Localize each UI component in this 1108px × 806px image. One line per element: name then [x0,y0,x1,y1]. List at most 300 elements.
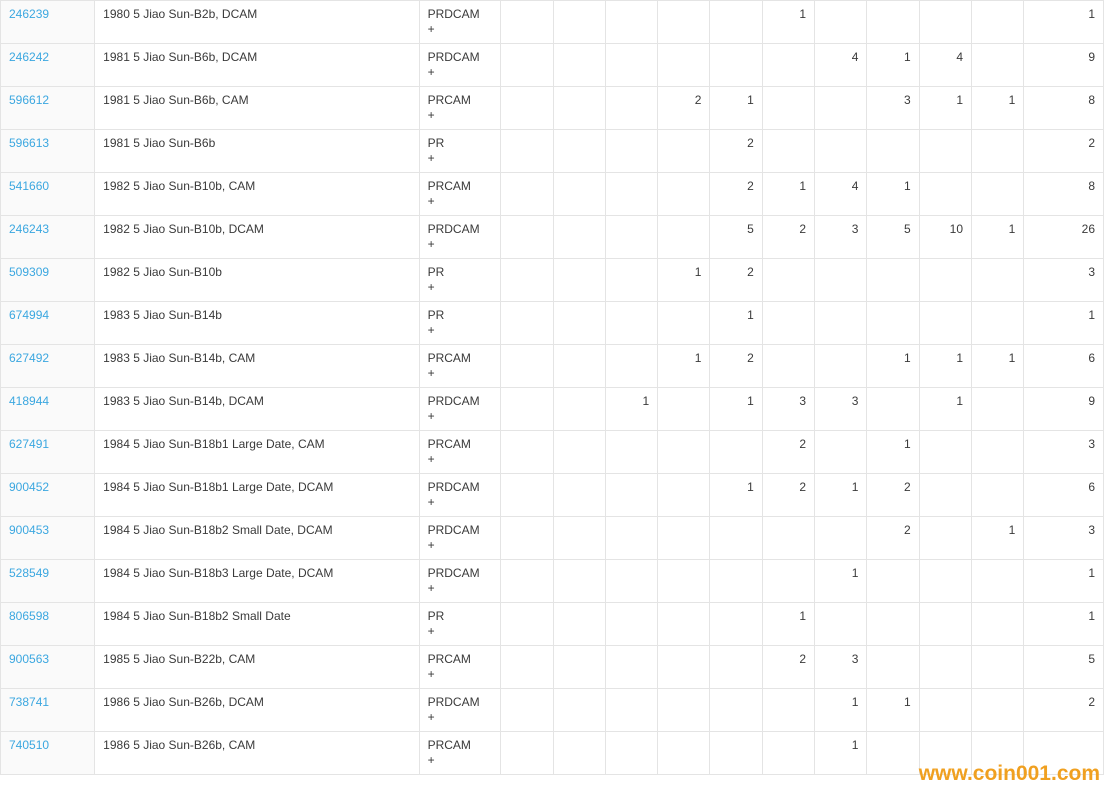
cell-count [553,130,605,173]
cell-count [762,517,814,560]
cell-count [762,689,814,732]
cell-description: 1983 5 Jiao Sun-B14b, CAM [95,345,419,388]
cell-coin-id[interactable] [1,474,95,517]
cell-count [658,517,710,560]
table-row [1,732,1104,775]
cell-count [605,130,657,173]
cell-grade [419,689,501,732]
cell-grade [419,474,501,517]
cell-count [553,646,605,689]
grade-label: PR [427,609,445,623]
cell-count: 1 [867,44,919,87]
grade-plus: + [427,409,435,423]
cell-grade [419,732,501,775]
cell-count [972,388,1024,431]
cell-description: 1984 5 Jiao Sun-B18b1 Large Date, CAM [95,431,419,474]
cell-count [501,732,553,775]
cell-count [605,474,657,517]
cell-grade [419,431,501,474]
cell-count [815,1,867,44]
cell-total: 5 [1024,646,1104,689]
cell-grade [419,603,501,646]
cell-grade [419,130,501,173]
cell-count [919,646,971,689]
cell-count [867,560,919,603]
coin-id-link[interactable]: 596612 [9,93,50,107]
cell-count [501,388,553,431]
grade-label: PRDCAM [427,222,480,236]
cell-count [867,130,919,173]
coin-id-link[interactable]: 627492 [9,351,50,365]
cell-count [762,345,814,388]
cell-count: 1 [867,345,919,388]
cell-total: 8 [1024,173,1104,216]
grade-label: PRDCAM [427,523,480,537]
cell-count: 2 [710,345,762,388]
cell-count [815,130,867,173]
cell-description: 1983 5 Jiao Sun-B14b [95,302,419,345]
cell-count [710,646,762,689]
cell-count [501,345,553,388]
cell-coin-id[interactable] [1,345,95,388]
cell-coin-id[interactable] [1,130,95,173]
cell-count [972,689,1024,732]
cell-grade [419,517,501,560]
grade-plus: + [427,581,435,595]
grade-label: PRCAM [427,93,471,107]
cell-description: 1984 5 Jiao Sun-B18b3 Large Date, DCAM [95,560,419,603]
cell-count [919,732,971,775]
table-row [1,517,1104,560]
cell-total: 6 [1024,474,1104,517]
grade-plus: + [427,323,435,337]
cell-count [605,732,657,775]
cell-count [972,130,1024,173]
grade-label: PRDCAM [427,566,480,580]
cell-count [501,560,553,603]
grade-label: PRDCAM [427,480,480,494]
cell-description: 1983 5 Jiao Sun-B14b, DCAM [95,388,419,431]
cell-count: 1 [762,173,814,216]
cell-count [658,560,710,603]
coin-id-link[interactable]: 900563 [9,652,50,666]
coin-id-link[interactable]: 596613 [9,136,50,150]
cell-count [605,689,657,732]
cell-count [972,302,1024,345]
cell-count: 3 [815,388,867,431]
grade-plus: + [427,22,435,36]
grade-label: PRDCAM [427,7,480,21]
cell-description: 1984 5 Jiao Sun-B18b1 Large Date, DCAM [95,474,419,517]
cell-count: 1 [815,560,867,603]
grade-label: PR [427,136,445,150]
table-row [1,1,1104,44]
cell-description: 1985 5 Jiao Sun-B22b, CAM [95,646,419,689]
cell-grade [419,345,501,388]
coin-id-link[interactable]: 738741 [9,695,50,709]
grade-plus: + [427,108,435,122]
table-row [1,302,1104,345]
cell-count [501,44,553,87]
cell-count [972,44,1024,87]
table-body [1,1,1104,775]
cell-total: 1 [1024,560,1104,603]
cell-count: 2 [710,259,762,302]
cell-count [605,431,657,474]
cell-description: 1980 5 Jiao Sun-B2b, DCAM [95,1,419,44]
cell-count: 10 [919,216,971,259]
cell-grade [419,87,501,130]
cell-count [762,87,814,130]
cell-count [553,388,605,431]
cell-count: 2 [762,431,814,474]
cell-count [919,689,971,732]
cell-count [815,603,867,646]
cell-total [1024,732,1104,775]
cell-count [762,302,814,345]
cell-total: 6 [1024,345,1104,388]
cell-count [919,560,971,603]
cell-count: 1 [972,87,1024,130]
site-watermark: www.coin001.com [918,762,1100,785]
cell-count [658,603,710,646]
cell-count [867,646,919,689]
cell-count [553,689,605,732]
cell-grade [419,216,501,259]
cell-count [658,431,710,474]
cell-count [867,259,919,302]
cell-count: 5 [710,216,762,259]
cell-count [501,474,553,517]
grade-label: PRDCAM [427,394,480,408]
cell-count [972,732,1024,775]
cell-count [919,130,971,173]
grade-label: PRCAM [427,437,471,451]
cell-count [553,302,605,345]
grade-plus: + [427,538,435,552]
cell-coin-id[interactable] [1,1,95,44]
cell-count [658,302,710,345]
cell-count [605,1,657,44]
grade-plus: + [427,237,435,251]
cell-count [605,517,657,560]
cell-count: 3 [867,87,919,130]
cell-grade [419,173,501,216]
table-row [1,431,1104,474]
cell-count: 1 [658,345,710,388]
cell-count [919,302,971,345]
cell-count [605,44,657,87]
grade-plus: + [427,366,435,380]
cell-description: 1984 5 Jiao Sun-B18b2 Small Date [95,603,419,646]
cell-count [919,173,971,216]
table-row [1,259,1104,302]
cell-description: 1984 5 Jiao Sun-B18b2 Small Date, DCAM [95,517,419,560]
cell-count: 2 [710,130,762,173]
cell-count [501,173,553,216]
grade-label: PR [427,308,445,322]
grade-label: PRCAM [427,351,471,365]
coin-id-link[interactable]: 509309 [9,265,50,279]
table-row [1,560,1104,603]
cell-count [605,173,657,216]
cell-count: 1 [710,388,762,431]
grade-label: PRDCAM [427,50,480,64]
cell-count [553,1,605,44]
cell-count [815,259,867,302]
cell-count [553,216,605,259]
cell-count: 1 [867,431,919,474]
cell-count: 1 [972,517,1024,560]
cell-total: 9 [1024,388,1104,431]
cell-total: 3 [1024,517,1104,560]
cell-count [501,517,553,560]
cell-count [815,431,867,474]
cell-total: 8 [1024,87,1104,130]
cell-count [972,431,1024,474]
table-row [1,216,1104,259]
cell-count [867,732,919,775]
cell-count: 4 [815,173,867,216]
coin-id-link[interactable]: 418944 [9,394,50,408]
cell-count [501,130,553,173]
table-row [1,388,1104,431]
grade-plus: + [427,624,435,638]
cell-count [605,345,657,388]
cell-count [972,646,1024,689]
cell-count [501,603,553,646]
cell-count: 1 [710,87,762,130]
cell-count [605,216,657,259]
cell-count: 2 [762,474,814,517]
cell-description: 1986 5 Jiao Sun-B26b, DCAM [95,689,419,732]
cell-count [605,87,657,130]
cell-coin-id[interactable] [1,603,95,646]
cell-count: 3 [815,216,867,259]
cell-count [710,517,762,560]
grade-label: PR [427,265,445,279]
cell-count [710,732,762,775]
cell-coin-id[interactable] [1,302,95,345]
cell-count [972,560,1024,603]
table-row [1,173,1104,216]
cell-coin-id[interactable] [1,44,95,87]
cell-count [762,259,814,302]
grade-label: PRCAM [427,738,471,752]
cell-count [605,646,657,689]
cell-count [501,689,553,732]
cell-coin-id[interactable] [1,517,95,560]
cell-count [553,517,605,560]
grade-plus: + [427,452,435,466]
cell-count [658,689,710,732]
cell-count [919,1,971,44]
cell-count: 4 [919,44,971,87]
cell-count: 2 [762,646,814,689]
cell-grade [419,388,501,431]
cell-count [605,259,657,302]
grade-plus: + [427,194,435,208]
cell-coin-id[interactable] [1,431,95,474]
coin-id-link[interactable]: 900452 [9,480,50,494]
cell-grade [419,44,501,87]
cell-count [658,388,710,431]
cell-count [553,560,605,603]
cell-count: 1 [972,345,1024,388]
cell-total: 1 [1024,1,1104,44]
cell-count [919,517,971,560]
cell-count [553,732,605,775]
cell-coin-id[interactable] [1,689,95,732]
cell-total: 2 [1024,689,1104,732]
cell-count: 1 [762,1,814,44]
cell-count [658,646,710,689]
cell-count [710,689,762,732]
coin-id-link[interactable]: 674994 [9,308,50,322]
coin-id-link[interactable]: 541660 [9,179,50,193]
cell-count [658,216,710,259]
coin-id-link[interactable]: 246243 [9,222,50,236]
cell-grade [419,259,501,302]
grade-plus: + [427,280,435,294]
cell-count [972,1,1024,44]
cell-count: 1 [919,87,971,130]
cell-count [710,560,762,603]
cell-count [605,302,657,345]
cell-count [605,603,657,646]
cell-coin-id[interactable] [1,646,95,689]
cell-count: 1 [658,259,710,302]
cell-count [867,388,919,431]
cell-count: 1 [710,474,762,517]
table-row [1,87,1104,130]
cell-total: 3 [1024,431,1104,474]
table-row [1,130,1104,173]
cell-coin-id[interactable] [1,560,95,603]
cell-count: 1 [867,689,919,732]
cell-description: 1986 5 Jiao Sun-B26b, CAM [95,732,419,775]
cell-count [919,431,971,474]
grade-label: PRDCAM [427,695,480,709]
cell-count [553,345,605,388]
cell-count [501,646,553,689]
cell-count [815,87,867,130]
table-row [1,474,1104,517]
cell-count: 4 [815,44,867,87]
cell-count [710,1,762,44]
cell-count: 1 [815,732,867,775]
cell-count: 1 [815,474,867,517]
cell-count [553,173,605,216]
cell-count [762,732,814,775]
cell-count [972,173,1024,216]
coin-id-link[interactable]: 246242 [9,50,50,64]
cell-count [501,216,553,259]
cell-count [553,259,605,302]
cell-count [762,44,814,87]
cell-count [867,603,919,646]
cell-count [501,87,553,130]
cell-coin-id[interactable] [1,388,95,431]
cell-coin-id[interactable] [1,732,95,775]
table-row [1,603,1104,646]
cell-count: 1 [710,302,762,345]
cell-count [605,560,657,603]
grade-plus: + [427,667,435,681]
cell-count [972,603,1024,646]
grade-plus: + [427,710,435,724]
cell-coin-id[interactable] [1,259,95,302]
cell-count [710,431,762,474]
cell-count: 1 [972,216,1024,259]
coin-id-link[interactable]: 627491 [9,437,50,451]
cell-count: 1 [867,173,919,216]
coin-id-link[interactable]: 246239 [9,7,50,21]
cell-count: 2 [710,173,762,216]
cell-count [867,302,919,345]
cell-count [501,259,553,302]
cell-coin-id[interactable] [1,173,95,216]
cell-grade [419,560,501,603]
cell-count [710,44,762,87]
cell-count: 1 [919,388,971,431]
cell-count [815,302,867,345]
coin-id-link[interactable]: 900453 [9,523,50,537]
cell-count: 1 [919,345,971,388]
coin-id-link[interactable]: 806598 [9,609,50,623]
grade-label: PRCAM [427,179,471,193]
grade-plus: + [427,753,435,767]
cell-count [658,474,710,517]
cell-description: 1981 5 Jiao Sun-B6b, CAM [95,87,419,130]
cell-count: 2 [867,474,919,517]
cell-count [972,474,1024,517]
cell-count [553,44,605,87]
cell-count [762,130,814,173]
cell-count [919,259,971,302]
cell-count [501,1,553,44]
cell-count [710,603,762,646]
cell-count: 1 [762,603,814,646]
cell-count [501,431,553,474]
coin-id-link[interactable]: 740510 [9,738,50,752]
cell-description: 1981 5 Jiao Sun-B6b [95,130,419,173]
cell-count: 2 [762,216,814,259]
cell-description: 1982 5 Jiao Sun-B10b [95,259,419,302]
cell-total: 1 [1024,603,1104,646]
cell-coin-id[interactable] [1,216,95,259]
cell-coin-id[interactable] [1,87,95,130]
cell-count [553,603,605,646]
cell-count [658,44,710,87]
cell-count: 5 [867,216,919,259]
cell-total: 3 [1024,259,1104,302]
cell-count [553,474,605,517]
cell-count [919,603,971,646]
cell-count [867,1,919,44]
cell-count [553,87,605,130]
cell-count [972,259,1024,302]
cell-count [658,130,710,173]
cell-count: 1 [815,689,867,732]
cell-grade [419,302,501,345]
cell-count [815,345,867,388]
cell-count [815,517,867,560]
cell-grade [419,1,501,44]
coin-id-link[interactable]: 528549 [9,566,50,580]
cell-description: 1982 5 Jiao Sun-B10b, DCAM [95,216,419,259]
cell-description: 1982 5 Jiao Sun-B10b, CAM [95,173,419,216]
